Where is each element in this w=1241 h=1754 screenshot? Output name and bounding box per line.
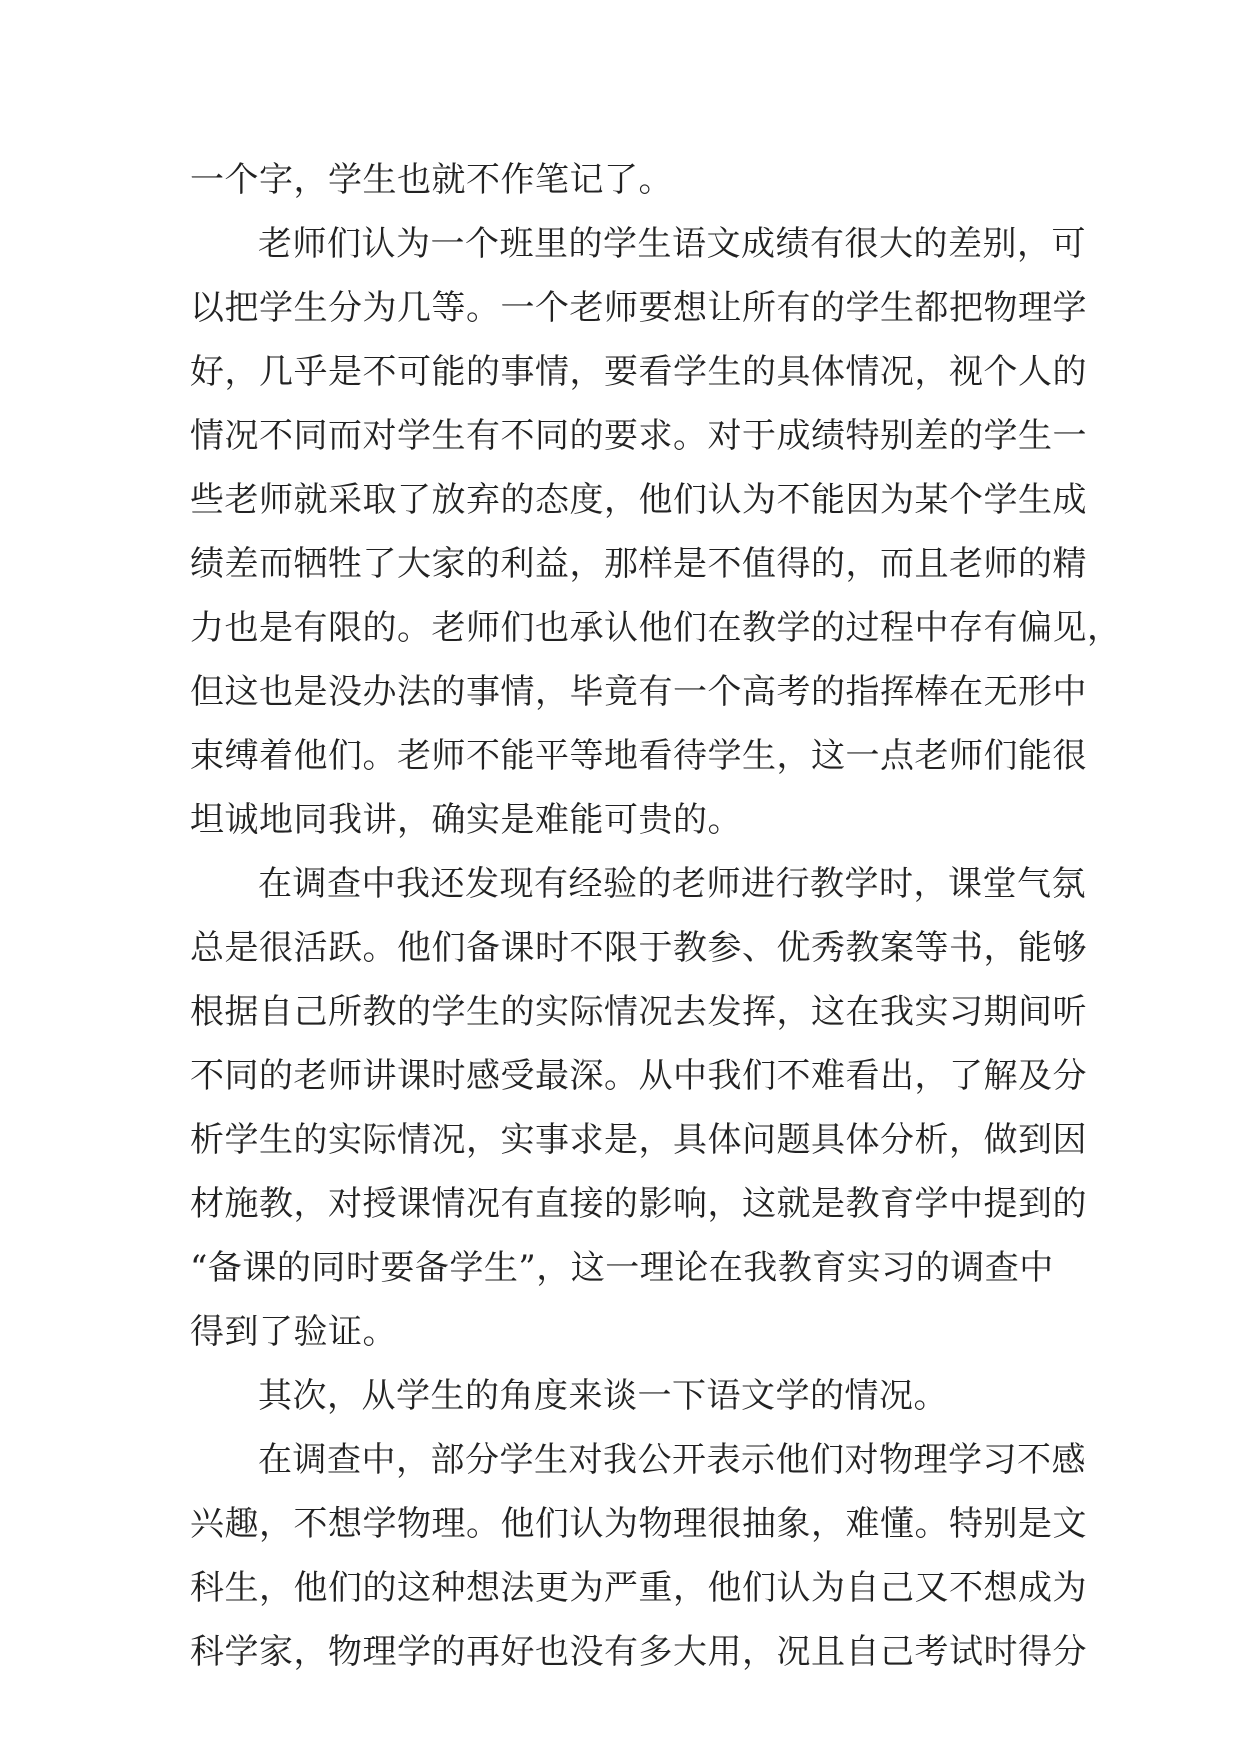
text-line: 些老师就采取了放弃的态度，他们认为不能因为某个学生成 [190, 480, 1087, 520]
text-line: 科生，他们的这种想法更为严重，他们认为自己又不想成为 [190, 1568, 1087, 1608]
text-line: 科学家，物理学的再好也没有多大用，况且自己考试时得分 [190, 1632, 1087, 1672]
text-line: 情况不同而对学生有不同的要求。对于成绩特别差的学生一 [190, 416, 1087, 456]
text-line: 兴趣，不想学物理。他们认为物理很抽象，难懂。特别是文 [190, 1504, 1087, 1544]
text-line: 老师们认为一个班里的学生语文成绩有很大的差别，可 [258, 224, 1086, 264]
text-line: 绩差而牺牲了大家的利益，那样是不值得的，而且老师的精 [190, 544, 1087, 584]
text-line: 以把学生分为几等。一个老师要想让所有的学生都把物理学 [190, 288, 1087, 328]
text-line: 一个字，学生也就不作笔记了。 [190, 160, 673, 200]
text-line: 材施教，对授课情况有直接的影响，这就是教育学中提到的 [190, 1184, 1087, 1224]
text-line: 其次，从学生的角度来谈一下语文学的情况。 [258, 1376, 948, 1416]
text-line: 根据自己所教的学生的实际情况去发挥，这在我实习期间听 [190, 992, 1087, 1032]
text-line: 但这也是没办法的事情，毕竟有一个高考的指挥棒在无形中 [190, 672, 1087, 712]
text-line: 析学生的实际情况，实事求是，具体问题具体分析，做到因 [190, 1120, 1087, 1160]
text-line: 坦诚地同我讲，确实是难能可贵的。 [190, 800, 742, 840]
text-line: 总是很活跃。他们备课时不限于教参、优秀教案等书，能够 [190, 928, 1087, 968]
text-line: 在调查中，部分学生对我公开表示他们对物理学习不感 [258, 1440, 1086, 1480]
text-line: 在调查中我还发现有经验的老师进行教学时，课堂气氛 [258, 864, 1086, 904]
text-line: 束缚着他们。老师不能平等地看待学生，这一点老师们能很 [190, 736, 1087, 776]
text-line: 得到了验证。 [190, 1312, 397, 1352]
body-text [190, 148, 1122, 1684]
text-line: “备课的同时要备学生”，这一理论在我教育实习的调查中 [190, 1248, 1054, 1288]
text-line: 力也是有限的。老师们也承认他们在教学的过程中存有偏见， [190, 608, 1122, 648]
text-line: 不同的老师讲课时感受最深。从中我们不难看出，了解及分 [190, 1056, 1087, 1096]
text-line: 好，几乎是不可能的事情，要看学生的具体情况，视个人的 [190, 352, 1087, 392]
